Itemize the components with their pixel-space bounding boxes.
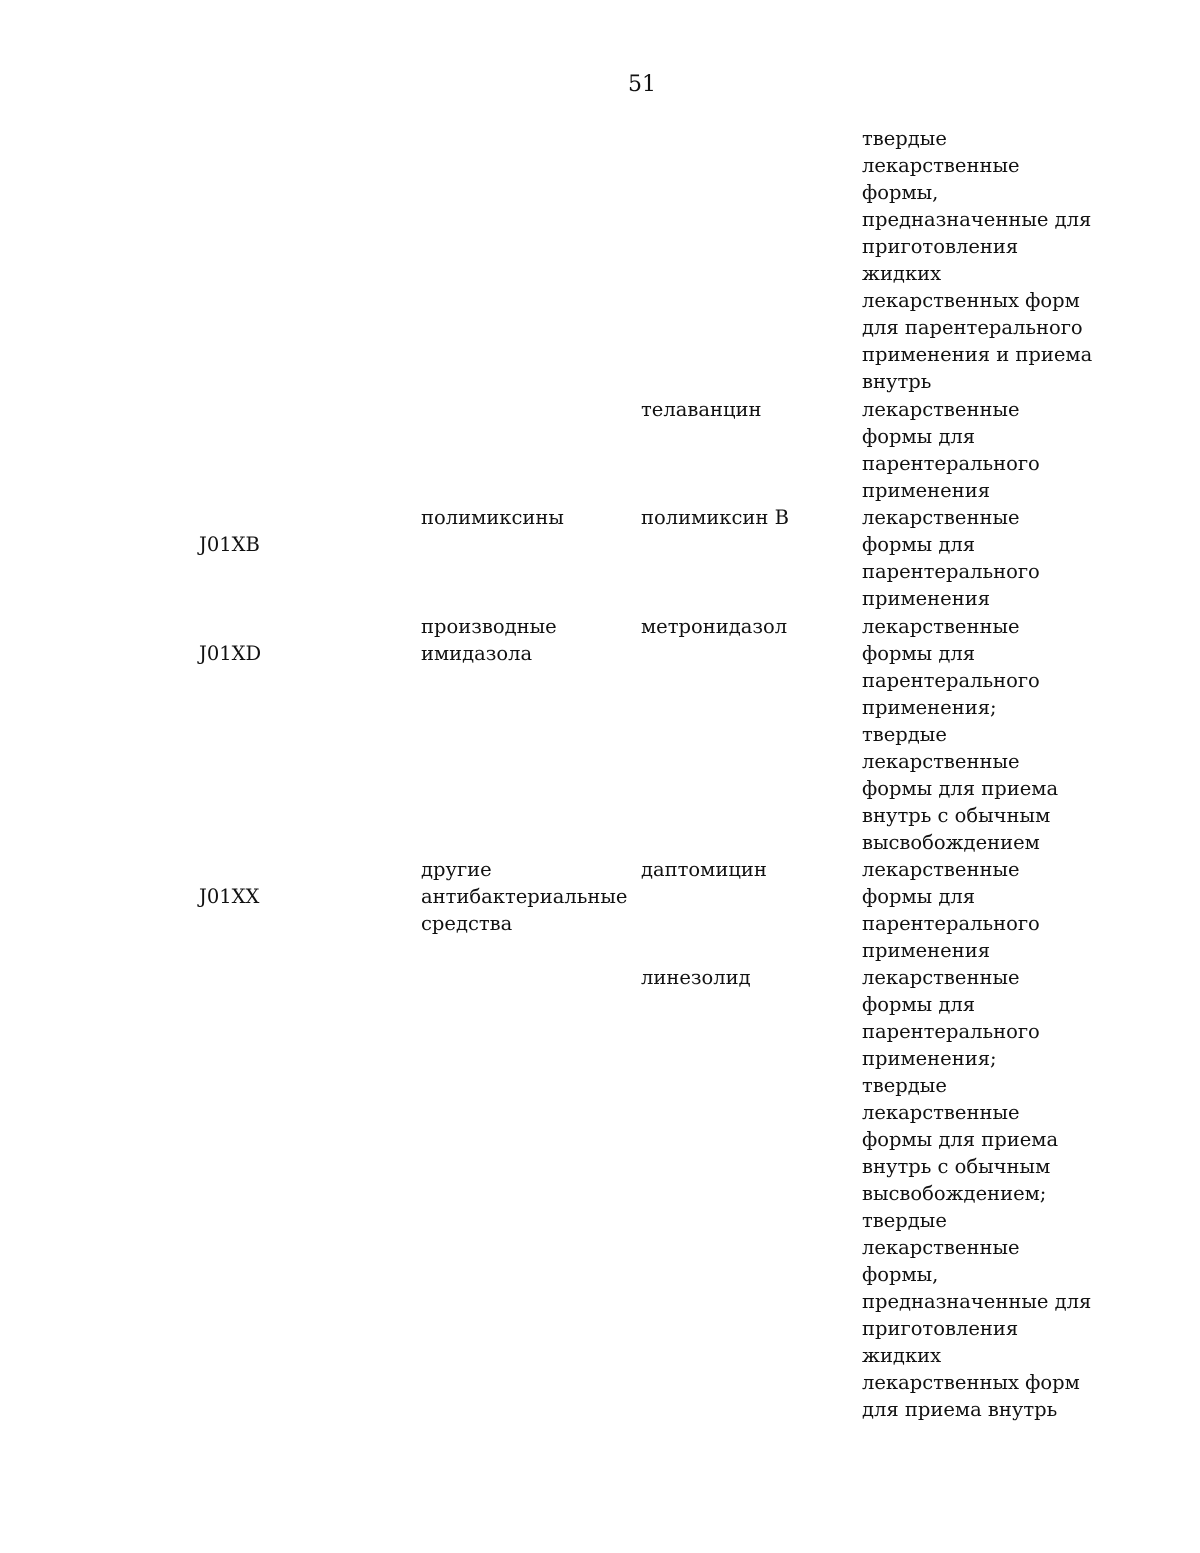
dosage-form-line: применения и приема [862, 343, 1093, 366]
dosage-form-line: твердые [862, 1074, 947, 1097]
dosage-form-line: внутрь [862, 370, 932, 393]
dosage-form-line: для парентерального [862, 316, 1083, 339]
dosage-form-line: для приема внутрь [862, 1398, 1058, 1421]
pharmacological-group [421, 504, 564, 531]
dosage-form-line: лекарственных форм [862, 1371, 1080, 1394]
dosage-form-line: жидких [862, 1344, 942, 1367]
dosage-form-line: предназначенные для [862, 1290, 1092, 1313]
dosage-form-line: формы для [862, 425, 976, 448]
dosage-form-line: применения [862, 479, 991, 502]
group-line: антибактериальные [421, 885, 628, 908]
group-line: производные [421, 615, 557, 638]
dosage-form-line: парентерального [862, 1020, 1040, 1043]
dosage-form-line: лекарственные [862, 398, 1020, 421]
dosage-form-line: парентерального [862, 452, 1040, 475]
dosage-form-line: парентерального [862, 912, 1040, 935]
drug-name: метронидазол [641, 615, 788, 638]
dosage-form-line: жидких [862, 262, 942, 285]
dosage-form-line: твердые [862, 127, 947, 150]
dosage-form-line: формы для [862, 885, 976, 908]
dosage-form-cell [862, 504, 1040, 612]
dosage-form-line: лекарственные [862, 154, 1020, 177]
group-line: полимиксины [421, 506, 564, 529]
dosage-form-cell [862, 125, 1092, 395]
atc-code: J01XD [199, 642, 262, 665]
dosage-form-line: применения; [862, 696, 997, 719]
group-line: другие [421, 858, 492, 881]
dosage-form-line: лекарственные [862, 858, 1020, 881]
dosage-form-line: формы для приема [862, 1128, 1059, 1151]
dosage-form-line: предназначенные для [862, 208, 1092, 231]
dosage-form-line: формы для приема [862, 777, 1059, 800]
group-line: средства [421, 912, 513, 935]
pharmacological-group [421, 856, 627, 937]
dosage-form-line: применения; [862, 1047, 997, 1070]
dosage-form-line: формы, [862, 1263, 939, 1286]
dosage-form-line: формы для [862, 642, 976, 665]
drug-name: полимиксин B [641, 506, 789, 529]
dosage-form-cell [862, 396, 1040, 504]
dosage-form-line: парентерального [862, 669, 1040, 692]
dosage-form-line: лекарственных форм [862, 289, 1080, 312]
atc-code: J01XX [199, 885, 260, 908]
dosage-form-line: высвобождением; [862, 1182, 1047, 1205]
dosage-form-line: применения [862, 587, 991, 610]
dosage-form-line: лекарственные [862, 615, 1020, 638]
dosage-form-line: приготовления [862, 235, 1019, 258]
dosage-form-cell [862, 613, 1058, 856]
dosage-form-line: лекарственные [862, 750, 1020, 773]
dosage-form-line: высвобождением [862, 831, 1040, 854]
dosage-form-line: формы для [862, 533, 976, 556]
drug-name: линезолид [641, 966, 751, 989]
atc-code: J01XB [199, 533, 260, 556]
dosage-form-cell [862, 856, 1040, 964]
group-line: имидазола [421, 642, 533, 665]
page-number: 51 [628, 72, 656, 97]
dosage-form-line: внутрь с обычным [862, 1155, 1051, 1178]
dosage-form-line: твердые [862, 1209, 947, 1232]
drug-name: телаванцин [641, 398, 762, 421]
drug-name: даптомицин [641, 858, 767, 881]
dosage-form-line: лекарственные [862, 1236, 1020, 1259]
dosage-form-cell [862, 964, 1091, 1423]
dosage-form-line: приготовления [862, 1317, 1019, 1340]
pharmacological-group [421, 613, 557, 667]
dosage-form-line: внутрь с обычным [862, 804, 1051, 827]
dosage-form-line: твердые [862, 723, 947, 746]
dosage-form-line: лекарственные [862, 506, 1020, 529]
dosage-form-line: формы для [862, 993, 976, 1016]
dosage-form-line: лекарственные [862, 966, 1020, 989]
dosage-form-line: лекарственные [862, 1101, 1020, 1124]
dosage-form-line: формы, [862, 181, 939, 204]
dosage-form-line: парентерального [862, 560, 1040, 583]
dosage-form-line: применения [862, 939, 991, 962]
